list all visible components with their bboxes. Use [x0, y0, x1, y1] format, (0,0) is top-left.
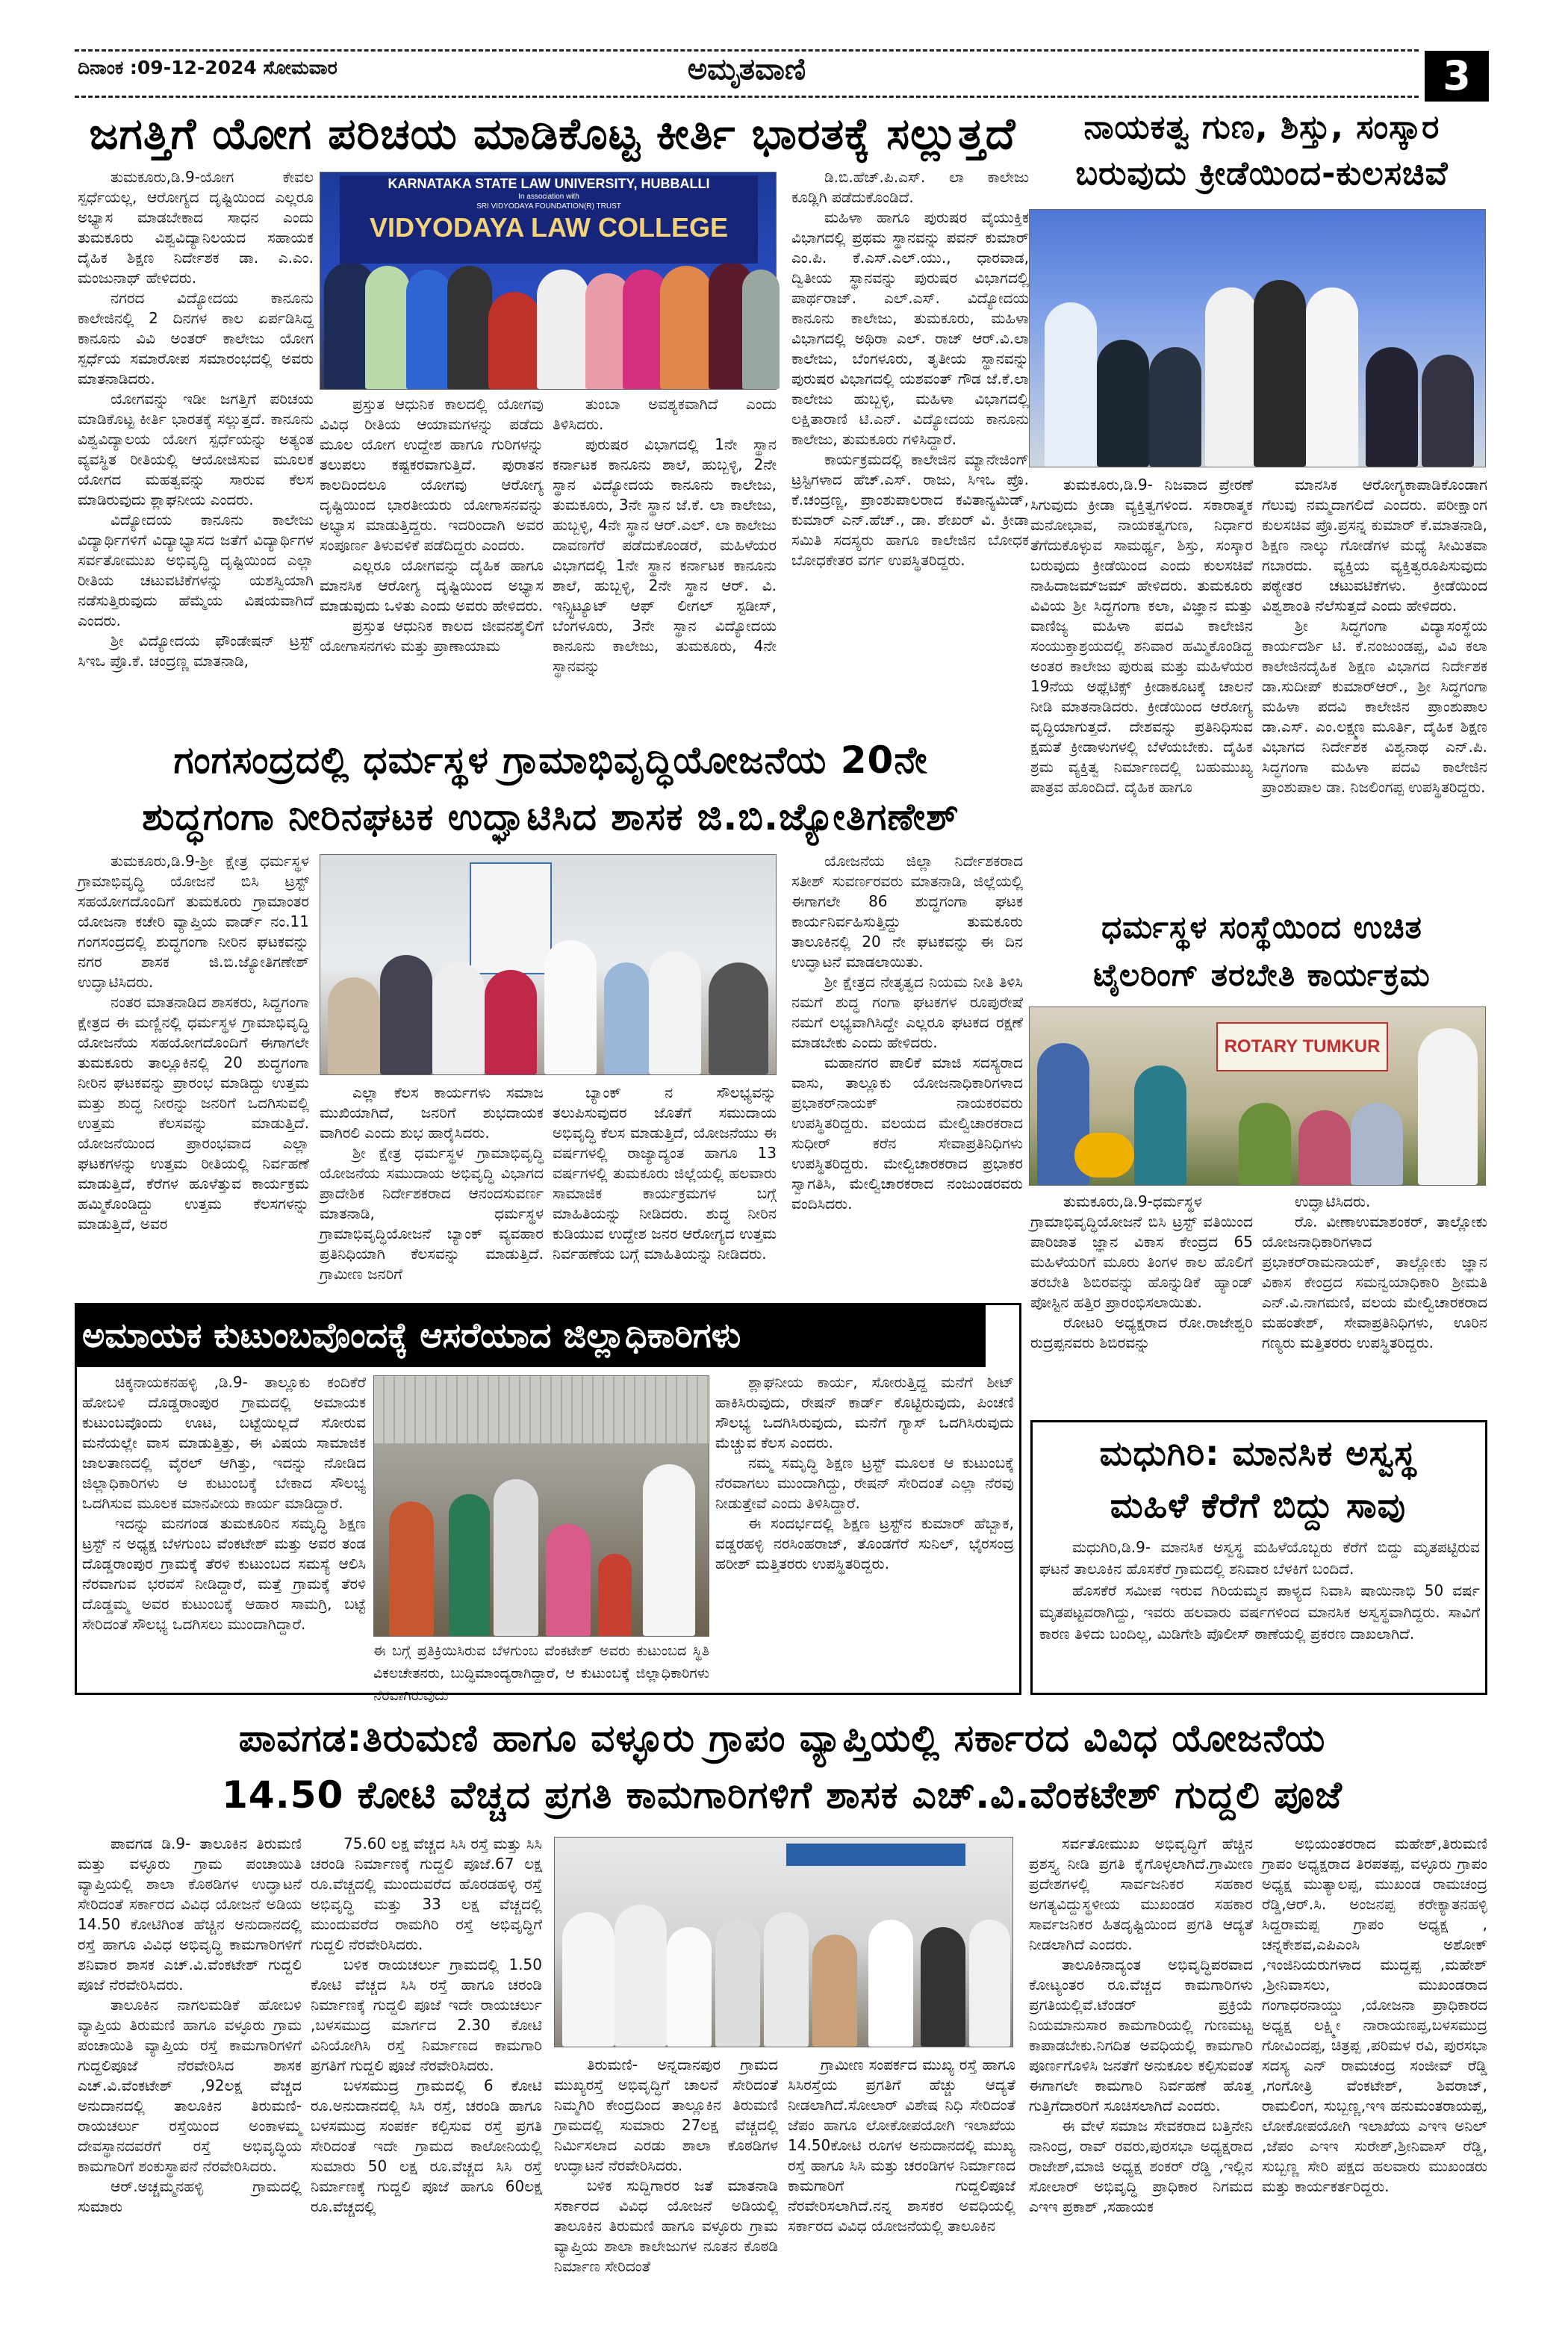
bottom-rule [75, 96, 1419, 98]
paragraph: ಪ್ರಸ್ತುತ ಆಧುನಿಕ ಕಾಲದ ಜೀವನಶೈಲಿಗೆ ಯೋಗಾಸನಗಳು ಮತ್ತು ಪ್ರಾಣಾಯಾಮ [320, 617, 544, 655]
district-col-2 [715, 1372, 1014, 1690]
paragraph: 75.60 ಲಕ್ಷ ವೆಚ್ಚದ ಸಿಸಿ ರಸ್ತೆ ಮತ್ತು ಸಿಸಿ ಚರಂಡಿ ನಿರ್ಮಾಣಕ್ಕೆ ಗುದ್ದಲಿ ಪೂಜೆ.67 ಲಕ್ಷ ರೂ.ವೆಚ್ಚದಲ್ಲಿ ಮುಂದುವರೆದ ಹೊರಡಹಳ್ಳಿ ರಸ್ತೆ ಅಭಿವೃದ್ಧಿ ಮತ್ತು 33 ಲಕ್ಷ ವೆಚ್ಚದಲ್ಲಿ ಮುಂದುವರೆದ ರಾಮಗಿರಿ ರಸ್ತೆ ಅಭಿವೃದ್ಧಿಗೆ ಗುದ್ದಲಿ ನೆರವೇರಿಸಿದರು. [311, 1835, 542, 1953]
photo-person [921, 1927, 965, 2047]
photo-person [1254, 280, 1306, 467]
water-unit-photo [320, 854, 777, 1075]
paragraph: ತುಂಬಾ ಅವಶ್ಯಕವಾಗಿದೆ ಎಂದು ತಿಳಿಸಿದರು. [553, 395, 777, 433]
photo-person [742, 270, 780, 389]
tailoring-photo [1029, 1007, 1486, 1186]
headline-leadership-2: ಬರುವುದು ಕ್ರೀಡೆಯಿಂದ-ಕುಲಸಚಿವೆ [1075, 155, 1449, 193]
pavagada-col-5 [1029, 1834, 1253, 2289]
photo-person [494, 1479, 538, 1636]
paragraph: ಬಳಿಕ ಸುದ್ದಿಗಾರರ ಜತೆ ಮಾತನಾಡಿ ಸರ್ಕಾರದ ವಿವಿಧ ಯೋಜನೆ ಅಡಿಯಲ್ಲಿ ತಾಲೂಕಿನ ತಿರುಮಣಿ ಹಾಗೂ ವಳ್ಳೂರು ಗ್ರಾಮ ವ್ಯಾಪ್ತಿಯ ಶಾಲಾ ಕಾಲೇಜುಗಳ ನೂತನ ಕೊಠಡಿ ನಿರ್ಮಾಣ ಸೇರಿದಂತೆ [554, 2177, 778, 2275]
paragraph: ತುಮಕೂರು,ಡಿ.9- ನಿಜವಾದ ಪ್ರೇರಣೆ ಸಿಗುವುದು ಕ್ರೀಡಾ ವ್ಯಕ್ತಿತ್ವಗಳಿಂದ. ಸಕಾರಾತ್ಮಕ ಮನೋಭಾವ, ನಾಯಕತ್ವಗುಣ, ನಿರ್ಧಾರ ತೆಗೆದುಕೊಳ್ಳುವ ಸಾಮರ್ಥ್ಯ, ಶಿಸ್ತು, ಸಂಸ್ಕಾರ ಬರುವುದು ಕ್ರೀಡೆಯಿಂದ ಎಂದು ಕುಲಸಚಿವೆ ನಾಹಿದಾಜಮ್‌ಜಮ್ ಹೇಳಿದರು. ತುಮಕೂರು ವಿವಿಯ ಶ್ರೀ ಸಿದ್ಧಗಂಗಾ ಕಲಾ, ವಿಜ್ಞಾನ ಮತ್ತು ವಾಣಿಜ್ಯ ಮಹಿಳಾ ಪದವಿ ಕಾಲೇಜಿನ ಸಂಯುಕ್ತಾಶ್ರಯದಲ್ಲಿ ಶನಿವಾರ ಹಮ್ಮಿಕೊಂಡಿದ್ದ ಅಂತರ ಕಾಲೇಜು ಪುರುಷ ಮತ್ತು ಮಹಿಳೆಯರ 19ನೆಯ ಅಥ್ಲೆಟಿಕ್ಸ್ ಕ್ರೀಡಾಕೂಟಕ್ಕೆ ಚಾಲನೆ ನೀಡಿ ಮಾತನಾಡಿದರು. ಕ್ರೀಡೆಯಿಂದ ಆರೋಗ್ಯ ವೃದ್ಧಿಯಾಗುತ್ತದೆ. ದೇಶವನ್ನು ಪ್ರತಿನಿಧಿಸುವ ಕ್ಷಮತೆ ಕ್ರೀಡಾಳುಗಳಲ್ಲಿ ಬೆಳೆಯಬೇಕು. ದೈಹಿಕ ಶ್ರಮ ವ್ಯಕ್ತಿತ್ವ ನಿರ್ಮಾಣದಲ್ಲಿ ಬಹುಮುಖ್ಯ ಪಾತ್ರವ ಹೊಂದಿದೆ. ದೈಹಿಕ ಹಾಗೂ [1030, 476, 1253, 796]
photo-person [544, 940, 597, 1074]
leadership-col-1 [1030, 475, 1253, 893]
photo-person [1418, 1028, 1478, 1185]
paragraph: ಬಳಸಮುದ್ರ ಗ್ರಾಮದಲ್ಲಿ 6 ಕೋಟಿ ರೂ.ಅನುದಾನದಲ್ಲಿ ಸಿಸಿ ರಸ್ತೆ, ಚರಂಡಿ ಹಾಗೂ ಬಳಸಮುದ್ರ ಸಂಪರ್ಕ ಕಲ್ಪಿಸುವ ರಸ್ತೆ ಪ್ರಗತಿ ಸೇರಿದಂತೆ ಇದೇ ಗ್ರಾಮದ ಕಾಲೋನಿಯಲ್ಲಿ ಸುಮಾರು 50 ಲಕ್ಷ ರೂ.ವೆಚ್ಚದ ಸಿಸಿ ರಸ್ತೆ ನಿರ್ಮಾಣಕ್ಕೆ ಗುದ್ದಲಿ ಪೂಜೆ ಹಾಗೂ 60ಲಕ್ಷ ರೂ.ವೆಚ್ಚದಲ್ಲಿ [311, 2076, 542, 2215]
yoga-col-1 [78, 167, 314, 729]
leadership-col-2 [1262, 475, 1487, 893]
photo-person [546, 1524, 591, 1636]
yoga-col-4 [791, 167, 1029, 729]
photo-person [1149, 347, 1201, 467]
paragraph: ಬಳಿಕ ರಾಯಚರ್ಲು ಗ್ರಾಮದಲ್ಲಿ 1.50 ಕೋಟಿ ವೆಚ್ಚದ ಸಿಸಿ ರಸ್ತೆ ಹಾಗೂ ಚರಂಡಿ ನಿರ್ಮಾಣಕ್ಕೆ ಗುದ್ದಲಿ ಪೂಜೆ ಇದೇ ರಾಯಚರ್ಲು ,ಬಳಸಮುದ್ರ ಮಾರ್ಗದ 2.30 ಕೋಟಿ ವಿನಿಯೋಗಿಸಿ ರಸ್ತೆ ನಿರ್ಮಾಣದ ಕಾಮಗಾರಿ ಪ್ರಗತಿಗೆ ಗುದ್ದಲಿ ಪೂಜೆ ನೆರವೇರಿಸಿದರು. [311, 1956, 542, 2074]
paragraph: ತುಮಕೂರು,ಡಿ.9-ಶ್ರೀ ಕ್ಷೇತ್ರ ಧರ್ಮಸ್ಥಳ ಗ್ರಾಮಾಭಿವೃದ್ಧಿ ಯೋಜನೆ ಬಿಸಿ ಟ್ರಸ್ಟ್ ಸಹಯೋಗದೊಂದಿಗೆ ತುಮಕೂರು ಗ್ರಾಮಾಂತರ ಯೋಜನಾ ಕಚೇರಿ ವ್ಯಾಪ್ತಿಯ ವಾರ್ಡ್ ನಂ.11 ಗಂಗಸಂದ್ರದಲ್ಲಿ ಶುದ್ಧಗಂಗಾ ನೀರಿನ ಘಟಕವನ್ನು ನಗರ ಶಾಸಕ ಜಿ.ಬಿ.ಜ್ಯೋತಿಗಣೇಶ್ ಉದ್ಘಾಟಿಸಿದರು. [78, 852, 309, 991]
paragraph: ತುಮಕೂರು,ಡಿ.9-ಯೋಗ ಕೇವಲ ಸ್ಪರ್ಧೆಯಲ್ಲ, ಆರೋಗ್ಯದ ದೃಷ್ಟಿಯಿಂದ ಎಲ್ಲರೂ ಅಭ್ಯಾಸ ಮಾಡಬೇಕಾದ ಸಾಧನ ಎಂದು ತುಮಕೂರು ವಿಶ್ವವಿದ್ಯಾನಿಲಯದ ಸಹಾಯಕ ದೈಹಿಕ ಶಿಕ್ಷಣ ನಿರ್ದೇಶಕ ಡಾ. ಎ.ಎಂ. ಮಂಜುನಾಥ್ ಹೇಳಿದರು. [78, 168, 314, 287]
photo-person [764, 1912, 809, 2047]
photo-person [447, 266, 492, 389]
paragraph: ಶ್ಲಾಘನೀಯ ಕಾರ್ಯ, ಸೋರುತ್ತಿದ್ದ ಮನೆಗೆ ಶೀಟ್ ಹಾಕಿಸಿರುವುದು, ರೇಷನ್ ಕಾರ್ಡ್ ಕೊಟ್ಟಿರುವುದು, ಪಿಂಚಣಿ ಸೌಲಭ್ಯ ಒದಗಿಸಿರುವುದು, ಮನೆಗೆ ಗ್ಯಾಸ್ ಒದಗಿಸಿರುವುದು ಮೆಚ್ಚುವ ಕೆಲಸ ಎಂದರು. [715, 1373, 1014, 1452]
photo-person [615, 1905, 667, 2047]
paragraph: ಈ ವೇಳೆ ಸಮಾಜ ಸೇವಕರಾದ ಬತ್ತಿನೇನಿ ನಾನಿಂದ್ರ, ರಾವ್ ರವರು,ಪುರಸಭಾ ಅಧ್ಯಕ್ಷರಾದ ರಾಜೇಶ್,ಮಾಜಿ ಅಧ್ಯಕ್ಷ ಶಂಕರ್ ರೆಡ್ಡಿ ,ಇಲ್ಲಿನ ಸೋಲಾರ್ ಅಭಿವೃದ್ಧಿ ಪ್ರಾಧಿಕಾರ ನಿಗಮದ ಎಇಇ ಪ್ರಕಾಶ್ ,ಸಹಾಯಕ [1029, 2117, 1253, 2215]
photo-person [1205, 287, 1257, 467]
photo-person [709, 962, 768, 1074]
photo-person [1097, 340, 1149, 467]
paragraph: ಪುರುಷರ ವಿಭಾಗದಲ್ಲಿ 1ನೇ ಸ್ಥಾನ ಕರ್ನಾಟಕ ಕಾನೂನು ಶಾಲೆ, ಹುಬ್ಬಳ್ಳಿ, 2ನೇ ಸ್ಥಾನ ವಿದ್ಯೋದಯ ಕಾನೂನು ಕಾಲೇಜು, ತುಮಕೂರು, 3ನೇ ಸ್ಥಾನ ಜೆ.ಕೆ. ಲಾ ಕಾಲೇಜು, ಹುಬ್ಬಳ್ಳಿ, 4ನೇ ಸ್ಥಾನ ಆರ್.ಎಲ್. ಲಾ ಕಾಲೇಜು ದಾವಣಗೆರೆ ಪಡೆದುಕೊಂಡರೆ, ಮಹಿಳೆಯರ ವಿಭಾಗದಲ್ಲಿ 1ನೇ ಸ್ಥಾನ ಕರ್ನಾಟಕ ಕಾನೂನು ಶಾಲೆ, ಹುಬ್ಬಳ್ಳಿ, 2ನೇ ಸ್ಥಾನ ಆರ್. ವಿ. ಇನ್ಸ್ಟಿಟ್ಯೂಟ್ ಆಫ್ ಲೀಗಲ್ ಸ್ಟಡೀಸ್, ಬೆಂಗಳೂರು, 3ನೇ ಸ್ಥಾನ ವಿದ್ಯೋದಯ ಕಾನೂನು ಕಾಲೇಜು, ತುಮಕೂರು, 4ನೇ ಸ್ಥಾನವನ್ನು [553, 435, 777, 675]
photo-person [389, 1502, 434, 1636]
headline-madhugiri-1: ಮಧುಗಿರಿ: ಮಾನಸಿಕ ಅಸ್ವಸ್ಥ [1099, 1433, 1417, 1473]
photo-person [1239, 1103, 1291, 1185]
paragraph: ತಾಲೂಕಿನ ನಾಗಲಮಡಿಕೆ ಹೋಬಳಿ ವ್ಯಾಪ್ತಿಯ ತಿರುಮಣಿ ಹಾಗೂ ವಳ್ಳೂರು ಗ್ರಾಮ ಪಂಚಾಯಿತಿ ವ್ಯಾಪ್ತಿಯ ರಸ್ತೆ ಕಾಮಗಾರಿಗಳಿಗೆ ಗುದ್ದಲಿಪೂಜೆ ನೆರವೇರಿಸಿದ ಶಾಸಕ ಎಚ್.ವಿ.ವೆಂಕಟೇಶ್ ,92ಲಕ್ಷ ವೆಚ್ಚದ ಅನುದಾನದಲ್ಲಿ ತಾಲೂಕಿನ ತಿರುಮಣಿ-ರಾಯಚರ್ಲು ರಸ್ತೆಯಿಂದ ಅಂಕಾಳಮ್ಮ ದೇವಸ್ಥಾನದವರೆಗೆ ರಸ್ತೆ ಅಭಿವೃದ್ಧಿಯ ಕಾಮಗಾರಿಗೆ ಶಂಕುಸ್ಥಾಪನೆ ನೆರವೇರಿಸಿದರು. [78, 1996, 302, 2175]
sports-photo [1029, 209, 1486, 467]
photo-person [488, 292, 541, 389]
top-rule [75, 49, 1419, 52]
photo-person [1351, 1103, 1403, 1185]
pavagada-col-4 [788, 2055, 1015, 2289]
paragraph: ಸರ್ವತೋಮುಖ ಅಭಿವೃದ್ಧಿಗೆ ಹೆಚ್ಚಿನ ಪ್ರಶಸ್ತ್ಯ ನೀಡಿ ಪ್ರಗತಿ ಕೈಗೊಳ್ಳಲಾಗಿದೆ.ಗ್ರಾಮೀಣ ಪ್ರದೇಶಗಳಲ್ಲಿ ಸಾರ್ವಜನಿಕರ ಸಹಕಾರ ಅಗತ್ಯವಿದ್ದುಸ್ಥಳೀಯ ಮುಖಂಡರ ಸಹಕಾರ ಸಾರ್ವಜನಿಕರ ಹಿತದೃಷ್ಟಿಯಿಂದ ಪ್ರಗತಿ ಆದ್ಯತೆ ನೀಡಲಾಗಿದೆ ಎಂದರು. [1029, 1835, 1253, 1953]
yoga-col-2 [320, 394, 544, 729]
photo-person [449, 1494, 490, 1636]
headline-district-officer: ಅಮಾಯಕ ಕುಟುಂಬವೊಂದಕ್ಕೆ ಆಸರೆಯಾದ ಜಿಲ್ಲಾಧಿಕಾರಿಗಳು [75, 1303, 986, 1367]
paragraph: ಗ್ರಾಮೀಣ ಸಂಪರ್ಕದ ಮುಖ್ಯ ರಸ್ತೆ ಹಾಗೂ ಸಿಸಿರಸ್ತೆಯ ಪ್ರಗತಿಗೆ ಹೆಚ್ಚು ಆದ್ಯತೆ ನೀಡಲಾಗಿದೆ.ಸೋಲಾರ್ ವಿಶೇಷ ನಿಧಿ ಸೇರಿದಂತೆ ಜೆಪಂ ಹಾಗೂ ಲೋಕೋಪಯೋಗಿ ಇಲಾಖೆಯ 14.50ಕೋಟಿ ರೂಗಳ ಅನುದಾನದಲ್ಲಿ ಮುಖ್ಯ ರಸ್ತೆ ಹಾಗೂ ಸಿಸಿ ಮತ್ತು ಚರಂಡಿಗಳ ನಿರ್ಮಾಣದ ಕಾಮಗಾರಿಗೆ ಗುದ್ದಲಿಪೂಜೆ ನೆರವೇರಿಸಲಾಗಿದೆ.ನನ್ನ ಶಾಸಕರ ಅವಧಿಯಲ್ಲಿ ಸರ್ಕಾರದ ವಿವಿಧ ಯೋಜನೆಯಲ್ಲಿ ತಾಲೂಕಿನ [788, 2056, 1015, 2235]
photo-person [1134, 1065, 1186, 1185]
paragraph: ಮಹಾನಗರ ಪಾಲಿಕೆ ಮಾಜಿ ಸದಸ್ಯರಾದ ವಾಸು, ತಾಲ್ಲೂಕು ಯೋಜನಾಧಿಕಾರಿಗಳಾದ ಪ್ರಭಾಕರ್‌ನಾಯಕ್ ನಾಯಕರವರು ಉಪಸ್ಥಿತರಿದ್ದರು. ವಲಯದ ಮೇಲ್ವಿಚಾರಕರಾದ ಸುಧೀರ್ ಕರೆನ ಸೇವಾಪ್ರತಿನಿಧಿಗಳು ಉಪಸ್ಥಿತರಿದ್ದರು. ಮೇಲ್ವಿಚಾರಕರಾದ ಪ್ರಭಾಕರ ಸ್ವಾಗತಿಸಿ, ಮೇಲ್ವಿಚಾರಕರಾದ ನಂಜುಂಡರವರು ವಂದಿಸಿದರು. [791, 1054, 1023, 1213]
paragraph: ತಾಲೂಕಿನಾದ್ಯಂತ ಅಭಿವೃದ್ಧಿಪರವಾದ ಕೋಟ್ಯಂತರ ರೂ.ವೆಚ್ಚದ ಕಾಮಗಾರಿಗಳು ಪ್ರಗತಿಯಲ್ಲಿವೆ.ಟೆಂಡರ್ ಪ್ರಕ್ರಿಯೆ ನಿಯಮಾನುಸಾರ ಕಾಮಗಾರಿಯಲ್ಲಿ ಗುಣಮಟ್ಟ ಕಾಪಾಡಬೇಕು.ನಿಗದಿತ ಅವಧಿಯಲ್ಲಿ ಕಾಮಗಾರಿ ಪೂರ್ಣಗೊಳಿಸಿ ಜನತೆಗೆ ಅನುಕೂಲ ಕಲ್ಪಿಸುವಂತೆ ಈಗಾಗಲೇ ಕಾಮಗಾರಿ ನಿರ್ವಹಣೆ ಹೊತ್ತ ಗುತ್ತಿಗೆದಾರರಿಗೆ ಸೂಚಿಸಲಾಗಿದೆ ಎಂದರು. [1029, 1956, 1253, 2115]
headline-tailoring-1: ಧರ್ಮಸ್ಥಳ ಸಂಸ್ಥೆಯಿಂದ ಉಚಿತ [1101, 909, 1422, 945]
headline-water-2: ಶುದ್ಧಗಂಗಾ ನೀರಿನಘಟಕ ಉದ್ಘಾಟಿಸಿದ ಶಾಸಕ ಜಿ.ಬಿ.ಜ್ಯೋತಿಗಣೇಶ್ [142, 795, 959, 839]
paragraph: ನಂತರ ಮಾತನಾಡಿದ ಶಾಸಕರು, ಸಿದ್ದಗಂಗಾ ಕ್ಷೇತ್ರದ ಈ ಮಣ್ಣಿನಲ್ಲಿ ಧರ್ಮಸ್ಥಳ ಗ್ರಾಮಾಭಿವೃದ್ಧಿ ಯೋಜನೆಯ ಸಹಯೋಗದೊಂದಿಗೆ ಈಗಾಗಲೇ ತುಮಕೂರು ತಾಲ್ಲೂಕಿನಲ್ಲಿ 20 ಶುದ್ಧಗಂಗಾ ನೀರಿನ ಘಟಕವನ್ನು ಪ್ರಾರಂಭ ಮಾಡಿದ್ದು ಉತ್ತಮ ಮತ್ತು ಶುದ್ಧ ನೀರನ್ನು ಜನರಿಗೆ ಒದಗಿಸುವಲ್ಲಿ ಉತ್ತಮ ಕೆಲಸವನ್ನು ಮಾಡುತ್ತಿದೆ. ಯೋಜನೆಯಿಂದ ಪ್ರಾರಂಭವಾದ ಎಲ್ಲಾ ಘಟಕಗಳನ್ನು ಉತ್ತಮ ರೀತಿಯಲ್ಲಿ ನಿರ್ವಹಣೆ ಮಾಡುತ್ತಿದೆ, ಕೆರೆಗಳ ಹೂಳೆತ್ತುವ ಕಾರ್ಯಕ್ರಮ ಹಮ್ಮಿಕೊಂಡಿದ್ದು ಉತ್ತಮ ಕೆಲಸಗಳನ್ನು ಮಾಡುತ್ತಿದೆ, ಅವರ [78, 993, 309, 1233]
paragraph: ಯೋಗವನ್ನು ಇಡೀ ಜಗತ್ತಿಗೆ ಪರಿಚಯ ಮಾಡಿಕೊಟ್ಟ ಕೀರ್ತಿ ಭಾರತಕ್ಕೆ ಸಲ್ಲುತ್ತದೆ. ಕಾನೂನು ವಿಶ್ವವಿದ್ಯಾಲಯ ಯೋಗ ಸ್ಪರ್ಧೆಯನ್ನು ಅತ್ಯಂತ ವ್ಯವಸ್ಥಿತ ರೀತಿಯಲ್ಲಿ ಆಯೋಜಿಸುವ ಮೂಲಕ ಯೋಗದ ಮಹತ್ವವನ್ನು ಸಾರುವ ಕೆಲಸ ಮಾಡಿರುವುದು ಶ್ಲಾಘನೀಯ ಎಂದರು. [78, 390, 314, 508]
headline-leadership-1: ನಾಯಕತ್ವ ಗುಣ, ಶಿಸ್ತು, ಸಂಸ್ಕಾರ [1083, 108, 1440, 146]
madhugiri-body [1039, 1537, 1480, 1690]
paragraph: ನಮ್ಮ ಸಮೃದ್ಧಿ ಶಿಕ್ಷಣ ಟ್ರಸ್ಟ್ ಮೂಲಕ ಆ ಕುಟುಂಬಕ್ಕೆ ನೆರವಾಗಲು ಮುಂದಾಗಿದ್ದು, ರೇಷನ್ ಸೇರಿದಂತೆ ಎಲ್ಲಾ ನೆರವು ನೀಡುತ್ತೇವೆ ಎಂದು ತಿಳಿಸಿದ್ದಾರೆ. [715, 1454, 1014, 1512]
page-number: 3 [1425, 51, 1489, 102]
photo-person [562, 1912, 615, 2047]
paper-name: ಅಮೃತವಾಣಿ [687, 52, 806, 87]
photo-person [598, 1554, 632, 1636]
pavagada-col-2 [311, 1834, 542, 2289]
family-photo-caption: ಈ ಬಗ್ಗೆ ಪ್ರತಿಕ್ರಿಯಿಸಿರುವ ಬೆಳಗುಂಬ ವೆಂಕಟೇಶ್ ಅವರು ಕುಟುಂಬದ ಸ್ಥಿತಿ ವಿಕಲಚೇತನರು, ಬುದ್ಧಿಮಾಂದ್ಯರಾಗಿದ್ದಾರೆ, ಆ ಕುಟುಂಬಕ್ಕೆ ಜಿಲ್ಲಾಧಿಕಾರಿಗಳು ನೆರವಾಗಿರುವುದು [373, 1643, 709, 1704]
pavagada-col-3 [554, 2055, 778, 2289]
headline-pavagada-1: ಪಾವಗಡ:ತಿರುಮಣಿ ಹಾಗೂ ವಳ್ಳೂರು ಗ್ರಾಪಂ ವ್ಯಾಪ್ತಿಯಲ್ಲಿ ಸರ್ಕಾರದ ವಿವಿಧ ಯೋಜನೆಯ [238, 1717, 1326, 1760]
photo-person [432, 962, 485, 1074]
photo-person [1366, 347, 1418, 467]
issue-date: ದಿನಾಂಕ :09-12-2024 ಸೋಮವಾರ [78, 57, 337, 78]
photo-banner: KARNATAKA STATE LAW UNIVERSITY, HUBBALLI In association with SRI VIDYODAYA FOUNDATION(R) TRUST VIDYODAYA LAW COLLEGE [340, 175, 758, 264]
paragraph: ಹೊಸಕೆರೆ ಸಮೀಪ ಇರುವ ಗಿರಿಯಮ್ಮನ ಪಾಳ್ಯದ ನಿವಾಸಿ ಷಾಯಿನಾಭಿ 50 ವರ್ಷ ಮೃತಪಟ್ಟವರಾಗಿದ್ದು, ಇವರು ಹಲವಾರು ವರ್ಷಗಳಿಂದ ಮಾನಸಿಕ ಅಸ್ವಸ್ಥವಾಗಿದ್ದರು. ಸಾವಿಗೆ ಕಾರಣ ತಿಳಿದು ಬಂದಿಲ್ಲ, ಮಿಡಿಗೇಶಿ ಪೊಲೀಸ್ ಠಾಣೆಯಲ್ಲಿ ಪ್ರಕರಣ ದಾಖಲಾಗಿದೆ. [1039, 1581, 1480, 1643]
paragraph: ಈ ಸಂದರ್ಭದಲ್ಲಿ ಶಿಕ್ಷಣ ಟ್ರಸ್ಟ್‌ನ ಕುಮಾರ್ ಹೆಬ್ಬಾಕ, ವಡ್ಡರಹಳ್ಳಿ ನರಸಿಂಹರಾಜ್, ತೊಂಡಗೆರೆ ಸುನಿಲ್, ಭೈರಸಂದ್ರ ಹರೀಶ್ ಮತ್ತಿತರರು ಉಪಸ್ಥಿತರಿದ್ದರು. [715, 1514, 1014, 1572]
paragraph: ರೋಟರಿ ಅಧ್ಯಕ್ಷರಾದ ರೋ.ರಾಜೇಶ್ವರಿ ರುದ್ರಪ್ಪನವರು ಶಿಬಿರವನ್ನು [1030, 1313, 1253, 1351]
water-col-3 [553, 1083, 777, 1299]
paragraph: ಶ್ರೀ ಸಿದ್ಧಗಂಗಾ ವಿದ್ಯಾಸಂಸ್ಥೆಯ ಕಾರ್ಯದರ್ಶಿ ಟಿ. ಕೆ.ನಂಜುಂಡಪ್ಪ, ವಿವಿ ಕಲಾ ಕಾಲೇಜಿನದೈಹಿಕ ಶಿಕ್ಷಣ ವಿಭಾಗದ ನಿರ್ದೇಶಕ ಡಾ.ಸುದೀಪ್ ಕುಮಾರ್‌ಆರ್., ಶ್ರೀ ಸಿದ್ಧಗಂಗಾ ಮಹಿಳಾ ಪದವಿ ಕಾಲೇಜಿನ ಪ್ರಾಂಶುಪಾಲ ಡಾ.ಎಸ್. ಎಂ.ಲಕ್ಷ್ಮಣ ಮೂರ್ತಿ, ದೈಹಿಕ ಶಿಕ್ಷಣ ವಿಭಾಗದ ನಿರ್ದೇಶಕ ವಿಶ್ವನಾಥ ಎನ್.ಪಿ. ಸಿದ್ಧಗಂಗಾ ಮಹಿಳಾ ಪದವಿ ಕಾಲೇಜಿನ ಪ್ರಾಂಶುಪಾಲ ಡಾ. ನಿಜಲಿಂಗಪ್ಪ ಉಪಸ್ಥಿತರಿದ್ದರು. [1262, 617, 1487, 796]
photo-person [643, 1464, 695, 1636]
headline-tailoring-2: ಟೈಲರಿಂಗ್ ತರಬೇತಿ ಕಾರ್ಯಕ್ರಮ [1093, 956, 1431, 993]
photo-person [969, 1920, 1010, 2047]
paragraph: ಶ್ರೀ ಕ್ಷೇತ್ರ ಧರ್ಮಸ್ಥಳ ಗ್ರಾಮಾಭಿವೃದ್ಧಿ ಯೋಜನೆಯ ಸಮುದಾಯ ಅಭಿವೃದ್ಧಿ ವಿಭಾಗದ ಪ್ರಾದೇಶಿಕ ನಿರ್ದೇಶಕರಾದ ಆನಂದಸುವರ್ಣ ಮಾತನಾಡಿ, ಧರ್ಮಸ್ಥಳ ಗ್ರಾಮಾಭಿವೃದ್ಧಿಯೋಜನೆ ಬ್ಯಾಂಕ್ ವ್ಯವಹಾರ ಪ್ರತಿನಿಧಿಯಾಗಿ ಕೆಲಸವನ್ನು ಮಾಡುತ್ತಿದೆ. ಗ್ರಾಮೀಣ ಜನರಿಗೆ [320, 1144, 544, 1283]
water-col-4 [791, 851, 1023, 1299]
paragraph: ವಿದ್ಯೋದಯ ಕಾನೂನು ಕಾಲೇಜು ವಿದ್ಯಾರ್ಥಿಗಳಿಗೆ ವಿದ್ಯಾಭ್ಯಾಸದ ಜತೆಗೆ ವಿದ್ಯಾರ್ಥಿಗಳ ಸರ್ವತೋಮುಖ ಅಭಿವೃದ್ಧಿ ದೃಷ್ಟಿಯಿಂದ ಎಲ್ಲಾ ರೀತಿಯ ಚಟುವಟಿಕೆಗಳನ್ನು ಯಶಸ್ವಿಯಾಗಿ ನಡೆಸುತ್ತಿರುವುದು ಹೆಮ್ಮೆಯ ವಿಷಯವಾಗಿದೆ ಎಂದರು. [78, 511, 314, 629]
rotary-banner: ROTARY TUMKUR [1216, 1022, 1388, 1071]
paragraph: ಮಾನಸಿಕ ಆರೋಗ್ಯಕಾಪಾಡಿಕೊಂಡಾಗ ಗೆಲುವು ನಮ್ಮದಾಗಲಿದೆ ಎಂದರು. ಪರೀಕ್ಷಾಂಗ ಕುಲಸಚಿವ ಪ್ರೊ.ಪ್ರಸನ್ನ ಕುಮಾರ್ ಕೆ.ಮಾತನಾಡಿ, ಶಿಕ್ಷಣ ನಾಲ್ಕು ಗೋಡೆಗಳ ಮಧ್ಯೆ ಸೀಮಿತವಾ ಗಬಾರದು. ವ್ಯಕ್ತಿಯ ವ್ಯಕ್ತಿತ್ವರೂಪಿಸುವುದು ಪಠ್ಯೇತರ ಚಟುವಟಿಕೆಗಳು. ಕ್ರೀಡೆಯಿಂದ ವಿಶ್ವಶಾಂತಿ ನೆಲೆಸುತ್ತದೆ ಎಂದು ಹೇಳಿದರು. [1262, 476, 1487, 615]
headline-pavagada-2: 14.50 ಕೋಟಿ ವೆಚ್ಚದ ಪ್ರಗತಿ ಕಾಮಗಾರಿಗಳಿಗೆ ಶಾಸಕ ಎಚ್.ವಿ.ವೆಂಕಟೇಶ್ ಗುದ್ದಲಿ ಪೂಜೆ [222, 1773, 1343, 1817]
paragraph: ಎಲ್ಲಾ ಕೆಲಸ ಕಾರ್ಯಗಳು ಸಮಾಜ ಮುಖಿಯಾಗಿದೆ, ಜನರಿಗೆ ಶುಭದಾಯಕ ವಾಗಿರಲಿ ಎಂದು ಶುಭ ಹಾರೈಸಿದರು. [320, 1083, 544, 1142]
paragraph: ಆರ್.ಅಚ್ಚಮ್ಮನಹಳ್ಳಿ ಗ್ರಾಮದಲ್ಲಿ ಸುಮಾರು [78, 2177, 302, 2215]
photo-person [812, 1935, 857, 2047]
photo-person [365, 266, 410, 389]
paragraph: ಇದನ್ನು ಮನಗಂಡ ತುಮಕೂರಿನ ಸಮೃದ್ಧಿ ಶಿಕ್ಷಣ ಟ್ರಸ್ಟ್ ನ ಅಧ್ಯಕ್ಷ ಬೆಳಗುಂಬ ವೆಂಕಟೇಶ್ ಮತ್ತು ಅವರ ತಂಡ ದೊಡ್ಡರಾಂಪುರ ಗ್ರಾಮಕ್ಕೆ ತೆರಳಿ ಕುಟುಂಬದ ಸಮಸ್ಯೆ ಆಲಿಸಿ ನೆರವಾಗುವ ಭರವಸೆ ನೀಡಿದ್ದಾರೆ, ಮತ್ತೆ ಗ್ರಾಮಕ್ಕೆ ತೆರಳಿ ದೊಡ್ಡಮ್ಮ ಅವರ ಕುಟುಂಬಕ್ಕೆ ಆಹಾರ ಸಾಮಗ್ರಿ, ಬಟ್ಟೆ ಸೇರಿದಂತೆ ಸೌಲಭ್ಯ ಒದಗಿಸಲು ಮುಂದಾಗಿದ್ದಾರೆ. [82, 1514, 366, 1633]
family-photo [373, 1375, 709, 1637]
photo-person [1422, 355, 1474, 467]
photo-person [537, 270, 589, 389]
paragraph: ಬ್ಯಾಂಕ್ ನ ಸೌಲಭ್ಯವನ್ನು ತಲುಪಿಸುವುದರ ಜೊತೆಗೆ ಸಮುದಾಯ ಅಭಿವೃದ್ಧಿ ಕೆಲಸ ಮಾಡುತ್ತಿದೆ, ಯೋಜನೆಯು ಈ ವರ್ಷಗಳಲ್ಲಿ ರಾಜ್ಯಾದ್ಯಂತ ಹಾಗೂ 13 ವರ್ಷಗಳಲ್ಲಿ ತುಮಕೂರು ಜಿಲ್ಲೆಯಲ್ಲಿ ಹಲವಾರು ಸಾಮಾಜಿಕ ಕಾರ್ಯಕ್ರಮಗಳ ಬಗ್ಗೆ ಮಾಹಿತಿಯನ್ನು ನೀಡಿದರು. ಶುದ್ಧ ನೀರಿನ ಕುಡಿಯುವ ಉದ್ದೇಶ ಜನರ ಆರೋಗ್ಯದ ಉತ್ತಮ ನಿರ್ವಹಣೆಯ ಬಗ್ಗೆ ಮಾಹಿತಿಯನ್ನು ನೀಡಿದರು. [553, 1083, 777, 1263]
paragraph: ಅಭಿಯಂತರರಾದ ಮಹೇಶ್,ತಿರುಮಣಿ ಗ್ರಾಪಂ ಅಧ್ಯಕ್ಷರಾದ ತಿರಪತಪ್ಪ, ವಳ್ಳೂರು ಗ್ರಾಪಂ ಅಧ್ಯಕ್ಷ ಮುತ್ಯಾಲಪ್ಪ, ಮುಖಂಡ ರಾಮಚಂದ್ರ ರೆಡ್ಡಿ,ಆರ್.ಸಿ. ಅಂಜನಪ್ಪ ಕರೇಕ್ಯಾತನಹಳ್ಳಿ ಸಿದ್ದರಾಮಪ್ಪ ಗ್ರಾಪಂ ಅಧ್ಯಕ್ಷ , ಚನ್ನಕೇಶವ,ಎಪಿಎಂಸಿ ಅಶೋಕ್ ,ಇಂಜಿನಿಯರುಗಳಾದ ಮುದ್ದಪ್ಪ ,ಮಹೇಶ್ ,ಶ್ರೀನಿವಾಸಲು, ಮುಖಂಡರಾದ ಗಂಗಾಧರನಾಯ್ಡು ,ಯೋಜನಾ ಪ್ರಾಧಿಕಾರದ ಅಧ್ಯಕ್ಷ ಲಕ್ಷ್ಮೀ ನಾರಾಯಣಪ್ಪ,ಬಳಸಮುದ್ರ ಗೋವಿಂದಪ್ಪ, ಚಿತ್ರಪ್ಪ ,ಪರಿಮಳ ರವಿ, ಪುರಸಭಾ ಸದಸ್ಯ ಎನ್ ರಾಮಚಂದ್ರ ಸಂಜೀವ್ ರೆಡ್ಡಿ ,ಗಂಗೋತ್ರಿ ವೆಂಕಟೇಶ್, ಶಿವರಾಜ್, ರಾಮಲಿಂಗ, ಸುಬ್ಬಣ್ಣ,ಇಇ ಹನುಮಂತರಾಯಪ್ಪ, ಲೋಕೋಪಯೋಗಿ ಇಲಾಖೆಯ ಎಇಇ ಅನಿಲ್ ,ಜೆಪಂ ಎಇಇ ಸುರೇಶ್,ಶ್ರೀನಿವಾಸ್ ರೆಡ್ಡಿ, ಸುಬ್ಬಣ್ಣ ಸೇರಿ ಪಕ್ಷದ ಹಲವಾರು ಮುಖಂಡರು ಮತ್ತು ಕಾರ್ಯಕರ್ತರಿದ್ದರು. [1262, 1835, 1487, 2195]
paragraph: ಉದ್ಘಾಟಿಸಿದರು. [1295, 1192, 1371, 1210]
water-col-1 [78, 851, 309, 1299]
photo-person [1306, 287, 1358, 467]
paragraph: ಮಧುಗಿರಿ,ಡಿ.9- ಮಾನಸಿಕ ಅಸ್ವಸ್ಥ ಮಹಿಳೆಯೊಬ್ಬರು ಕೆರೆಗೆ ಬಿದ್ದು ಮೃತಪಟ್ಟಿರುವ ಘಟನೆ ತಾಲೂಕಿನ ಹೊಸಕೆರೆ ಗ್ರಾಮದಲ್ಲಿ ಶನಿವಾರ ಬೆಳಕಿಗೆ ಬಂದಿದೆ. [1039, 1538, 1480, 1578]
pavagada-col-1 [78, 1834, 302, 2289]
paragraph: ಶ್ರೀ ಕ್ಷೇತ್ರದ ನೇತೃತ್ವದ ನಿಯಮ ನೀತಿ ತಿಳಿಸಿ ನಮಗೆ ಶುದ್ಧ ಗಂಗಾ ಘಟಕಗಳ ರೂಪುರೇಷೆ ನಮಗೆ ಲಭ್ಯವಾಗಿಸಿದ್ದೇ ಎಲ್ಲರೂ ಘಟಕದ ರಕ್ಷಣೆ ಮಾಡಬೇಕು ಎಂದು ಹೇಳಿದರು. [791, 973, 1023, 1051]
pavagada-col-6 [1262, 1834, 1487, 2289]
paragraph: ನಗರದ ವಿದ್ಯೋದಯ ಕಾನೂನು ಕಾಲೇಜಿನಲ್ಲಿ 2 ದಿನಗಳ ಕಾಲ ಏರ್ಪಡಿಸಿದ್ದ ಕಾನೂನು ವಿವಿ ಅಂತರ್ ಕಾಲೇಜು ಯೋಗ ಸ್ಪರ್ಧೆಯ ಸಮಾರೋಪ ಸಮಾರಂಭದಲ್ಲಿ ಅವರು ಮಾತನಾಡಿದರು. [78, 289, 314, 388]
photo-person [380, 955, 432, 1074]
paragraph: ರೊ. ವೀಣಾಉಮಾಶಂಕರ್, ತಾಲ್ಲೋಕು ಯೋಜನಾಧಿಕಾರಿಗಳಾದ ಪ್ರಭಾಕರ್‌ರಾಮನಾಯಕ್, ತಾಲ್ಲೋಕು ಜ್ಞಾನ ವಿಕಾಸ ಕೇಂದ್ರದ ಸಮನ್ವಯಾಧಿಕಾರಿ ಶ್ರೀಮತಿ ಎನ್.ವಿ.ನಾಗಮಣಿ, ವಲಯ ಮೇಲ್ವಿಚಾರಕರಾದ ಮಹಂತೇಶ್, ಸೇವಾಪ್ರತಿನಿಧಿಗಳು, ಊರಿನ ಗಣ್ಯರು ಮತ್ತಿತರರು ಉಪಸ್ಥಿತರಿದ್ದರು. [1262, 1213, 1487, 1351]
photo-person [868, 1920, 913, 2047]
paragraph: ಪಾವಗಡ ಡಿ.9- ತಾಲೂಕಿನ ತಿರುಮಣಿ ಮತ್ತು ವಳ್ಳೂರು ಗ್ರಾಮ ಪಂಚಾಯಿತಿ ವ್ಯಾಪ್ತಿಯಲ್ಲಿ ಶಾಲಾ ಕೊಠಡಿಗಳ ಉದ್ಘಾಟನೆ ಸೇರಿದಂತೆ ಸರ್ಕಾರದ ವಿವಿಧ ಯೋಜನೆ ಅಡಿಯ 14.50 ಕೋಟಿಗಿಂತ ಹೆಚ್ಚಿನ ಅನುದಾನದಲ್ಲಿ ರಸ್ತೆ ಹಾಗೂ ವಿವಿಧ ಅಭಿವೃದ್ಧಿ ಕಾಮಗಾರಿಗಳಿಗೆ ಶನಿವಾರ ಶಾಸಕ ಎಚ್.ವಿ.ವೆಂಕಟೇಶ್ ಗುದ್ದಲಿ ಪೂಜೆ ನೆರವೇರಿಸಿದರು. [78, 1835, 302, 1994]
headline-water-1: ಗಂಗಸಂದ್ರದಲ್ಲಿ ಧರ್ಮಸ್ಥಳ ಗ್ರಾಮಾಭಿವೃದ್ಧಿಯೋಜನೆಯ 20ನೇ [173, 738, 928, 782]
district-col-1 [82, 1372, 366, 1690]
tailoring-col-1 [1030, 1192, 1253, 1416]
groundbreaking-photo [554, 1837, 1013, 2047]
photo-person [485, 970, 537, 1074]
paragraph: ತುಮಕೂರು,ಡಿ.9-ಧರ್ಮಸ್ಥಳ ಗ್ರಾಮಾಭಿವೃದ್ಧಿಯೋಜನೆ ಬಿಸಿ ಟ್ರಸ್ಟ್ ವತಿಯಿಂದ ಪಾರಿಜಾತ ಜ್ಞಾನ ವಿಕಾಸ ಕೇಂದ್ರದ 65 ಮಹಿಳೆಯರಿಗೆ ಮೂರು ತಿಂಗಳ ಕಾಲ ಹೊಲಿಗೆ ತರಬೇತಿ ಶಿಬಿರವನ್ನು ಹೊನ್ನುಡಿಕೆ ಹ್ಯಾಂಡ್ ಪೋಸ್ಟಿನ ಹತ್ತಿರ ಪ್ರಾರಂಭಿಸಲಾಯಿತು. [1030, 1192, 1253, 1311]
paragraph: ಮಹಿಳಾ ಹಾಗೂ ಪುರುಷರ ವೈಯುಕ್ತಿಕ ವಿಭಾಗದಲ್ಲಿ ಪ್ರಥಮ ಸ್ಥಾನವನ್ನು ಪವನ್ ಕುಮಾರ್ ಎಂ.ಪಿ. ಕೆ.ಎಸ್.ಎಲ್.ಯು., ಧಾರವಾಡ, ದ್ವಿತೀಯ ಸ್ಥಾನವನ್ನು ಪುರುಷರ ವಿಭಾಗದಲ್ಲಿ ಪಾರ್ಥರಾಜ್. ಎಲ್.ಎಸ್. ವಿದ್ಯೋದಯ ಕಾನೂನು ಕಾಲೇಜು, ತುಮಕೂರು, ಮಹಿಳಾ ವಿಭಾಗದಲ್ಲಿ ಅಥಿರಾ ಎಲ್. ರಾಜ್ ಆರ್.ವಿ.ಲಾ ಕಾಲೇಜು, ಬೆಂಗಳೂರು, ತೃತೀಯ ಸ್ಥಾನವನ್ನು ಪುರುಷರ ವಿಭಾಗದಲ್ಲಿ ಯಶವಂತ್ ಗೌಡ ಜೆ.ಕೆ.ಲಾ ಕಾಲೇಜು ಹುಬ್ಬಳ್ಳಿ, ಮಹಿಳಾ ವಿಭಾಗದಲ್ಲಿ ಲಕ್ಷಿತಾರಾಣಿ ಟಿ.ಎನ್. ವಿದ್ಯೋದಯ ಕಾನೂನು ಕಾಲೇಜು, ತುಮಕೂರು ಗಳಿಸಿದ್ದಾರೆ. [791, 208, 1029, 448]
photo-person [660, 266, 712, 389]
tailoring-col-2 [1262, 1192, 1487, 1416]
paragraph: ಯೋಜನೆಯ ಜಿಲ್ಲಾ ನಿರ್ದೇಶಕರಾದ ಸತೀಶ್ ಸುವರ್ಣರವರು ಮಾತನಾಡಿ, ಜಿಲ್ಲೆಯಲ್ಲಿ ಈಗಾಗಲೇ 86 ಶುದ್ಧಗಂಗಾ ಘಟಕ ಕಾರ್ಯನಿರ್ವಹಿಸುತ್ತಿದ್ದು ತುಮಕೂರು ತಾಲೂಕಿನಲ್ಲಿ 20 ನೇ ಘಟಕವನ್ನು ಈ ದಿನ ಉದ್ಘಾಟನೆ ಮಾಡಲಾಯಿತು. [791, 852, 1023, 971]
yoga-col-3 [553, 394, 777, 729]
photo-person [406, 270, 451, 389]
photo-person [328, 977, 380, 1074]
paragraph: ಎಲ್ಲರೂ ಯೋಗವನ್ನು ದೈಹಿಕ ಹಾಗೂ ಮಾನಸಿಕ ಆರೋಗ್ಯ ದೃಷ್ಟಿಯಿಂದ ಅಭ್ಯಾಸ ಮಾಡುವುದು ಒಳಿತು ಎಂದು ಅವರು ಹೇಳಿದರು. [320, 556, 544, 615]
photo-person [649, 951, 701, 1074]
photo-person [667, 1927, 712, 2047]
photo-person [604, 962, 649, 1074]
paragraph: ತಿರುಮಣಿ- ಅನ್ನದಾನಪುರ ಗ್ರಾಮದ ಮುಖ್ಯರಸ್ತೆ ಅಭಿವೃದ್ಧಿಗೆ ಚಾಲನೆ ಸೇರಿದಂತೆ ನಿಮ್ಮಗಿರಿ ಕೇಂದ್ರದಿಂದ ತಾಲ್ಲೂಕಿನ ತಿರುಮಣಿ ಗ್ರಾಮದಲ್ಲಿ ಸುಮಾರು 27ಲಕ್ಷ ವೆಚ್ಚದಲ್ಲಿ ನಿರ್ಮಿಸಲಾದ ಎರಡು ಶಾಲಾ ಕೊಠಡಿಗಳ ಉದ್ಘಾಟನೆ ನೆರವೇರಿಸಿದರು. [554, 2056, 778, 2174]
paragraph: ಕಾರ್ಯಕ್ರಮದಲ್ಲಿ ಕಾಲೇಜಿನ ಮ್ಯಾನೇಜಿಂಗ್ ಟ್ರಸ್ಟಿಗಳಾದ ಹೆಚ್.ಎಸ್. ರಾಜು, ಸಿಇಒ ಪ್ರೊ. ಕೆ.ಚಂದ್ರಣ್ಣ, ಪ್ರಾಂಶುಪಾಲರಾದ ಕವಿತಾನ್ಯಮಿಡ್, ಕುಮಾರ್ ಎನ್.ಹೆಚ್., ಡಾ. ಶೇಖರ್ ವಿ. ಕ್ರೀಡಾ ಸಮಿತಿ ಸದಸ್ಯರು ಹಾಗೂ ಕಾಲೇಜಿನ ಬೋಧಕ ಬೋಧಕೇತರ ವರ್ಗ ಉಪಸ್ಥಿತರಿದ್ದರು. [791, 450, 1029, 569]
headline-madhugiri-2: ಮಹಿಳೆ ಕೆರೆಗೆ ಬಿದ್ದು ಸಾವು [1110, 1485, 1407, 1525]
headline-yoga: ಜಗತ್ತಿಗೆ ಯೋಗ ಪರಿಚಯ ಮಾಡಿಕೊಟ್ಟ ಕೀರ್ತಿ ಭಾರತಕ್ಕೆ ಸಲ್ಲುತ್ತದೆ [89, 108, 1016, 159]
photo-person [1298, 1110, 1351, 1185]
paragraph: ಡಿ.ಬಿ.ಹೆಚ್.ಪಿ.ಎಸ್. ಲಾ ಕಾಲೇಜು ಕೂಡ್ಲಿಗಿ ಪಡೆದುಕೊಂಡಿದೆ. [791, 168, 1029, 206]
yoga-photo [320, 172, 777, 390]
paragraph: ಪ್ರಸ್ತುತ ಆಧುನಿಕ ಕಾಲದಲ್ಲಿ ಯೋಗವು ವಿವಿಧ ರೀತಿಯ ಆಯಾಮಗಳನ್ನು ಪಡೆದು ಮೂಲ ಯೋಗ ಉದ್ದೇಶ ಹಾಗೂ ಗುರಿಗಳನ್ನು ತಲುಪಲು ಕಷ್ಟಕರವಾಗುತ್ತಿದೆ. ಪುರಾತನ ಕಾಲದಿಂದಲೂ ಯೋಗವು ಆರೋಗ್ಯ ದೃಷ್ಟಿಯಿಂದ ಭಾರತೀಯರು ಯೋಗಾಸನವನ್ನು ಅಭ್ಯಾಸ ಮಾಡುತ್ತಿದ್ದರು. ಇದರಿಂದಾಗಿ ಅವರ ಸಂಪೂರ್ಣ ತಿಳುವಳಿಕೆ ಪಡೆದಿದ್ದರು ಎಂದರು. [320, 395, 544, 554]
water-col-2 [320, 1083, 544, 1299]
photo-person [715, 1920, 760, 2047]
paragraph: ಶ್ರೀ ವಿದ್ಯೋದಯ ಫೌಂಡೇಷನ್ ಟ್ರಸ್ಟ್ ಸಿಇಒ ಪ್ರೊ.ಕೆ. ಚಂದ್ರಣ್ಣ ಮಾತನಾಡಿ, [78, 632, 314, 670]
photo-person [1045, 302, 1097, 467]
paragraph: ಚಿಕ್ಕನಾಯಕನಹಳ್ಳಿ ,ಡಿ.9- ತಾಲ್ಲೂಕು ಕಂದಿಕೆರೆ ಹೋಬಳಿ ದೊಡ್ಡರಾಂಪುರ ಗ್ರಾಮದಲ್ಲಿ ಅಮಾಯಕ ಕುಟುಂಬವೊಂದು ಊಟ, ಬಟ್ಟೆಯಿಲ್ಲದೆ ಸೋರುವ ಮನೆಯಲ್ಲೇ ವಾಸ ಮಾಡುತ್ತಿತ್ತು, ಈ ವಿಷಯ ಸಾಮಾಜಿಕ ಜಾಲತಾಣದಲ್ಲಿ ವೈರಲ್ ಆಗಿತ್ತು, ಇದನ್ನು ನೋಡಿದ ಜಿಲ್ಲಾಧಿಕಾರಿಗಳು ಆ ಕುಟುಂಬಕ್ಕೆ ಬೇಕಾದ ಸೌಲಭ್ಯ ಒದಗಿಸುವ ಮೂಲಕ ಮಾನವೀಯ ಕಾರ್ಯ ಮಾಡಿದ್ದಾರೆ. [82, 1373, 366, 1512]
